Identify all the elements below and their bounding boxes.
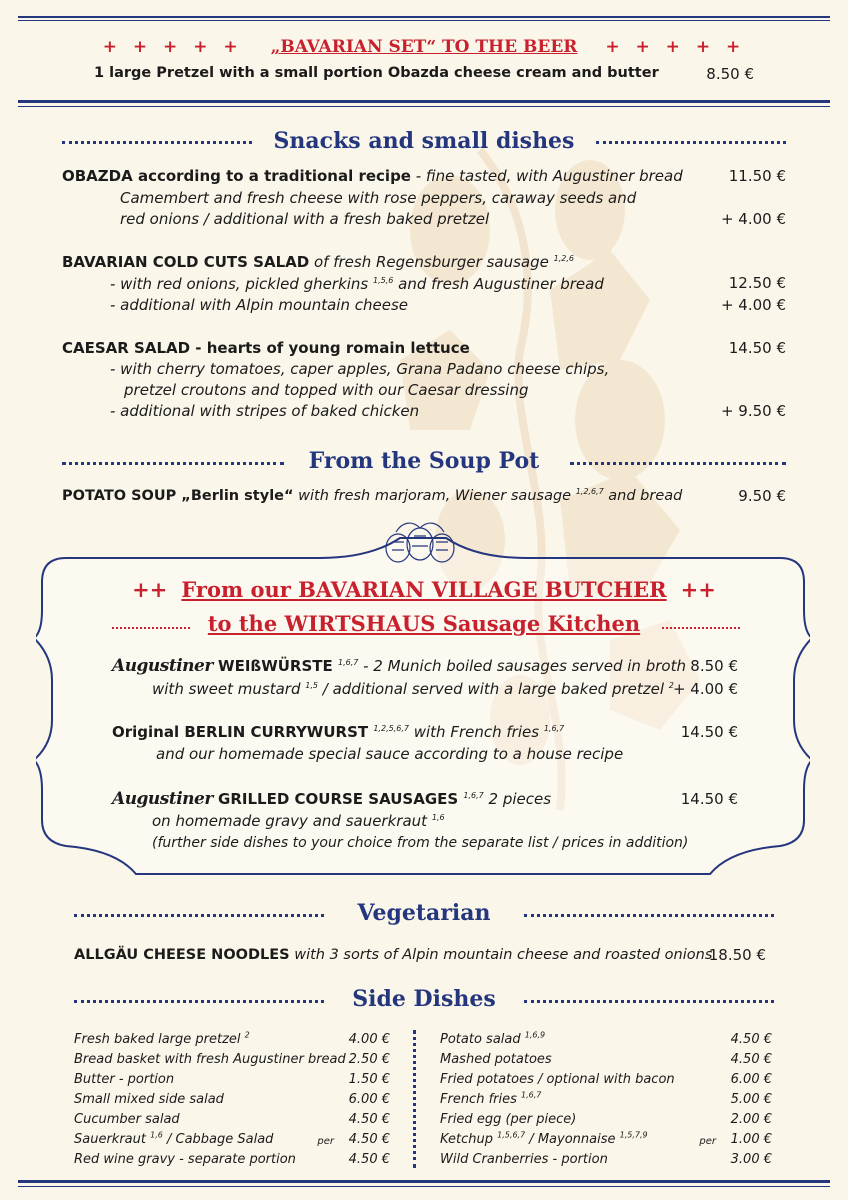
side-dish-label: Mashed potatoes [440, 1052, 552, 1067]
bavarian-set-line [94, 65, 754, 81]
obazda-line1 [62, 166, 683, 187]
obazda-name: OBAZDA according to a traditional recipe [62, 167, 411, 185]
bavarian-set-description: 1 large Pretzel with a small portion Obazda cheese cream and butter [94, 65, 659, 81]
vegetarian-heading: Vegetarian [357, 900, 491, 926]
obazda-line3: red onions / additional with a fresh baked pretzel [120, 210, 490, 228]
butcher-title-text1: From our BAVARIAN VILLAGE BUTCHER [181, 577, 667, 602]
grilled-desc: 2 pieces [483, 790, 552, 808]
grilled-price: 14.50 € [680, 790, 738, 808]
banner-bottom-rule-thin [18, 106, 830, 107]
side-dish-label: Potato salad [440, 1032, 525, 1047]
coldcuts-line2a: - with red onions, pickled gherkins [110, 275, 374, 293]
vegetarian-line [74, 945, 712, 966]
side-dish-label: Cucumber salad [74, 1112, 180, 1127]
allergen-sup: 1,5,6,7 [497, 1130, 526, 1140]
obazda-desc: - fine tasted, with Augustiner bread [410, 167, 683, 185]
bottom-rule-thin [18, 1186, 830, 1187]
snacks-heading: Snacks and small dishes [273, 128, 575, 154]
allergen-sup: 2 [244, 1030, 250, 1040]
weiss-line1 [112, 656, 686, 677]
side-dish-row [74, 1070, 390, 1090]
grilled-line2 [152, 811, 445, 832]
bavarian-set-price: 8.50 € [706, 65, 754, 83]
obazda-price: 11.50 € [728, 167, 786, 185]
caesar-line1 [62, 338, 470, 359]
side-dish-label: Fried egg (per piece) [440, 1112, 577, 1127]
side-dish-row [440, 1030, 772, 1050]
caesar-line2: - with cherry tomatoes, caper apples, Grana Padano cheese chips, [110, 360, 610, 378]
soup-heading: From the Soup Pot [308, 448, 540, 474]
bavarian-set-heading: „BAVARIAN SET“ TO THE BEER [270, 37, 578, 57]
soup-desc: with fresh marjoram, Wiener sausage [293, 488, 576, 504]
weiss-line2 [152, 679, 674, 700]
allergen-sup: 1,6 [150, 1130, 163, 1140]
side-dish-price: 6.00 € [730, 1072, 772, 1087]
side-dish-row [74, 1110, 390, 1130]
side-dish-row [440, 1050, 772, 1070]
plus-decor: + + + + + [102, 37, 243, 57]
side-dish-price: 4.50 € [730, 1032, 772, 1047]
plus-decor: + + + + + [605, 37, 746, 57]
allergen-sup: 1,6,7 [543, 724, 565, 733]
side-dish-suffix: / Cabbage Salad [162, 1132, 274, 1147]
column-divider [413, 1030, 416, 1168]
side-dish-price: 4.50 € [348, 1132, 390, 1147]
bavarian-set-title [0, 37, 848, 57]
allergen-sup: 1,6,7 [337, 658, 359, 667]
grilled-line3: (further side dishes to your choice from the separate list / prices in addition) [152, 835, 689, 851]
augustiner-logo: Augustiner [112, 789, 213, 809]
obazda-extra-price: + 4.00 € [720, 210, 786, 228]
allergen-sup: 1,2,5,6,7 [373, 724, 409, 733]
allergen-sup: 1,6,9 [524, 1030, 546, 1040]
side-dish-label: Ketchup [440, 1132, 498, 1147]
side-dish-price: 1.50 € [348, 1072, 390, 1087]
weiss-extra-price: + 4.00 € [672, 680, 738, 698]
per-label: per [699, 1136, 716, 1147]
side-dish-label: Fried potatoes / optional with bacon [440, 1072, 675, 1087]
vegetarian-name: ALLGÄU CHEESE NOODLES [74, 947, 290, 963]
coldcuts-desc: of fresh Regensburger sausage [309, 253, 554, 271]
side-dish-row [74, 1050, 390, 1070]
sides-heading: Side Dishes [352, 986, 496, 1012]
side-dish-price: 2.50 € [348, 1052, 390, 1067]
hops-icon [372, 518, 468, 568]
side-dish-row [440, 1150, 772, 1170]
vegetarian-price: 18.50 € [708, 946, 766, 964]
curry-line1 [112, 722, 564, 743]
side-dish-row [74, 1090, 390, 1110]
soup-line [62, 486, 682, 507]
grilled-name: GRILLED COURSE SAUSAGES [212, 790, 464, 808]
side-dish-price: 6.00 € [348, 1092, 390, 1107]
side-dish-label: Fresh baked large pretzel [74, 1032, 245, 1047]
plus-decor: ++ [680, 577, 716, 602]
allergen-sup: 1,5,7,9 [619, 1130, 648, 1140]
weiss-line2b: / additional served with a large baked pretzel [317, 680, 669, 698]
allergen-sup: 1,5 [305, 681, 318, 690]
top-rule [18, 16, 830, 18]
side-dish-row [440, 1090, 772, 1110]
dotted-line [570, 462, 786, 465]
dotted-line [524, 1000, 774, 1003]
curry-price: 14.50 € [680, 723, 738, 741]
side-dish-price: 3.00 € [730, 1152, 772, 1167]
side-dish-label: Small mixed side salad [74, 1092, 224, 1107]
soup-name: POTATO SOUP „Berlin style“ [62, 488, 294, 504]
weiss-line2a: with sweet mustard [152, 680, 306, 698]
allergen-sup: 1,6,7 [463, 791, 484, 800]
side-dish-row [74, 1150, 390, 1170]
allergen-sup: 1,2,6 [553, 254, 574, 263]
grilled-line2a: on homemade gravy and sauerkraut [152, 812, 432, 830]
side-dish-label: Bread basket with fresh Augustiner bread [74, 1052, 346, 1067]
side-dish-row [74, 1130, 390, 1150]
caesar-line3: pretzel croutons and topped with our Caesar dressing [124, 381, 529, 399]
sides-left-column [74, 1030, 390, 1170]
butcher-title-2 [0, 611, 848, 636]
side-dish-label: Wild Cranberries - portion [440, 1152, 608, 1167]
dotted-line [596, 141, 786, 144]
curry-desc: with French fries [408, 723, 544, 741]
butcher-title-text2: to the WIRTSHAUS Sausage Kitchen [207, 611, 641, 636]
side-dish-price: 5.00 € [730, 1092, 772, 1107]
caesar-line4: - additional with stripes of baked chicken [110, 402, 420, 420]
allergen-sup: 2 [668, 681, 674, 690]
allergen-sup: 1,6,7 [521, 1090, 542, 1100]
coldcuts-line2b: and fresh Augustiner bread [393, 275, 604, 293]
side-dish-row [440, 1110, 772, 1130]
caesar-name: CAESAR SALAD - hearts of young romain lettuce [62, 339, 470, 357]
soup-price: 9.50 € [738, 487, 786, 505]
weiss-name: WEIßWÜRSTE [212, 657, 338, 675]
butcher-title-1 [0, 577, 848, 602]
weiss-price: 8.50 € [690, 657, 738, 675]
coldcuts-name: BAVARIAN COLD CUTS SALAD [62, 253, 310, 271]
coldcuts-line3: - additional with Alpin mountain cheese [110, 296, 409, 314]
coldcuts-line2 [110, 274, 604, 295]
per-label: per [317, 1136, 334, 1147]
coldcuts-line1 [62, 252, 574, 273]
side-dish-label: Sauerkraut [74, 1132, 151, 1147]
caesar-price: 14.50 € [728, 339, 786, 357]
red-dotted-line [662, 627, 740, 629]
side-dish-price: 4.50 € [730, 1052, 772, 1067]
side-dish-label: French fries [440, 1092, 522, 1107]
side-dish-price: 1.00 € [730, 1132, 772, 1147]
top-rule-thin [18, 20, 830, 21]
plus-decor: ++ [132, 577, 168, 602]
side-dish-label: Butter - portion [74, 1072, 175, 1087]
side-dish-price: 2.00 € [730, 1112, 772, 1127]
sides-right-column [440, 1030, 772, 1170]
side-dish-price: 4.50 € [348, 1112, 390, 1127]
side-dish-price: 4.50 € [348, 1152, 390, 1167]
side-dish-row [440, 1130, 772, 1150]
obazda-line2: Camembert and fresh cheese with rose peppers, caraway seeds and [120, 189, 637, 207]
banner-bottom-rule [18, 100, 830, 103]
side-dish-label: Red wine gravy - separate portion [74, 1152, 296, 1167]
side-dish-row [74, 1030, 390, 1050]
curry-name: Original BERLIN CURRYWURST [112, 723, 374, 741]
coldcuts-price: 12.50 € [728, 274, 786, 292]
allergen-sup: 1,6 [431, 813, 445, 822]
soup-desc2: and bread [603, 488, 683, 504]
side-dish-price: 4.00 € [348, 1032, 390, 1047]
grilled-line1 [112, 789, 551, 810]
side-dish-suffix: / Mayonnaise [525, 1132, 620, 1147]
bottom-rule [18, 1180, 830, 1183]
coldcuts-extra-price: + 4.00 € [720, 296, 786, 314]
vegetarian-desc: with 3 sorts of Alpin mountain cheese and roasted onions [289, 947, 713, 963]
side-dish-row [440, 1070, 772, 1090]
caesar-extra-price: + 9.50 € [720, 402, 786, 420]
allergen-sup: 1,5,6 [373, 276, 394, 285]
dotted-line [524, 914, 774, 917]
allergen-sup: 1,2,6,7 [575, 487, 604, 497]
augustiner-logo: Augustiner [112, 656, 213, 676]
weiss-desc: - 2 Munich boiled sausages served in broth [358, 657, 686, 675]
curry-line2: and our homemade special sauce according to a house recipe [156, 745, 624, 763]
